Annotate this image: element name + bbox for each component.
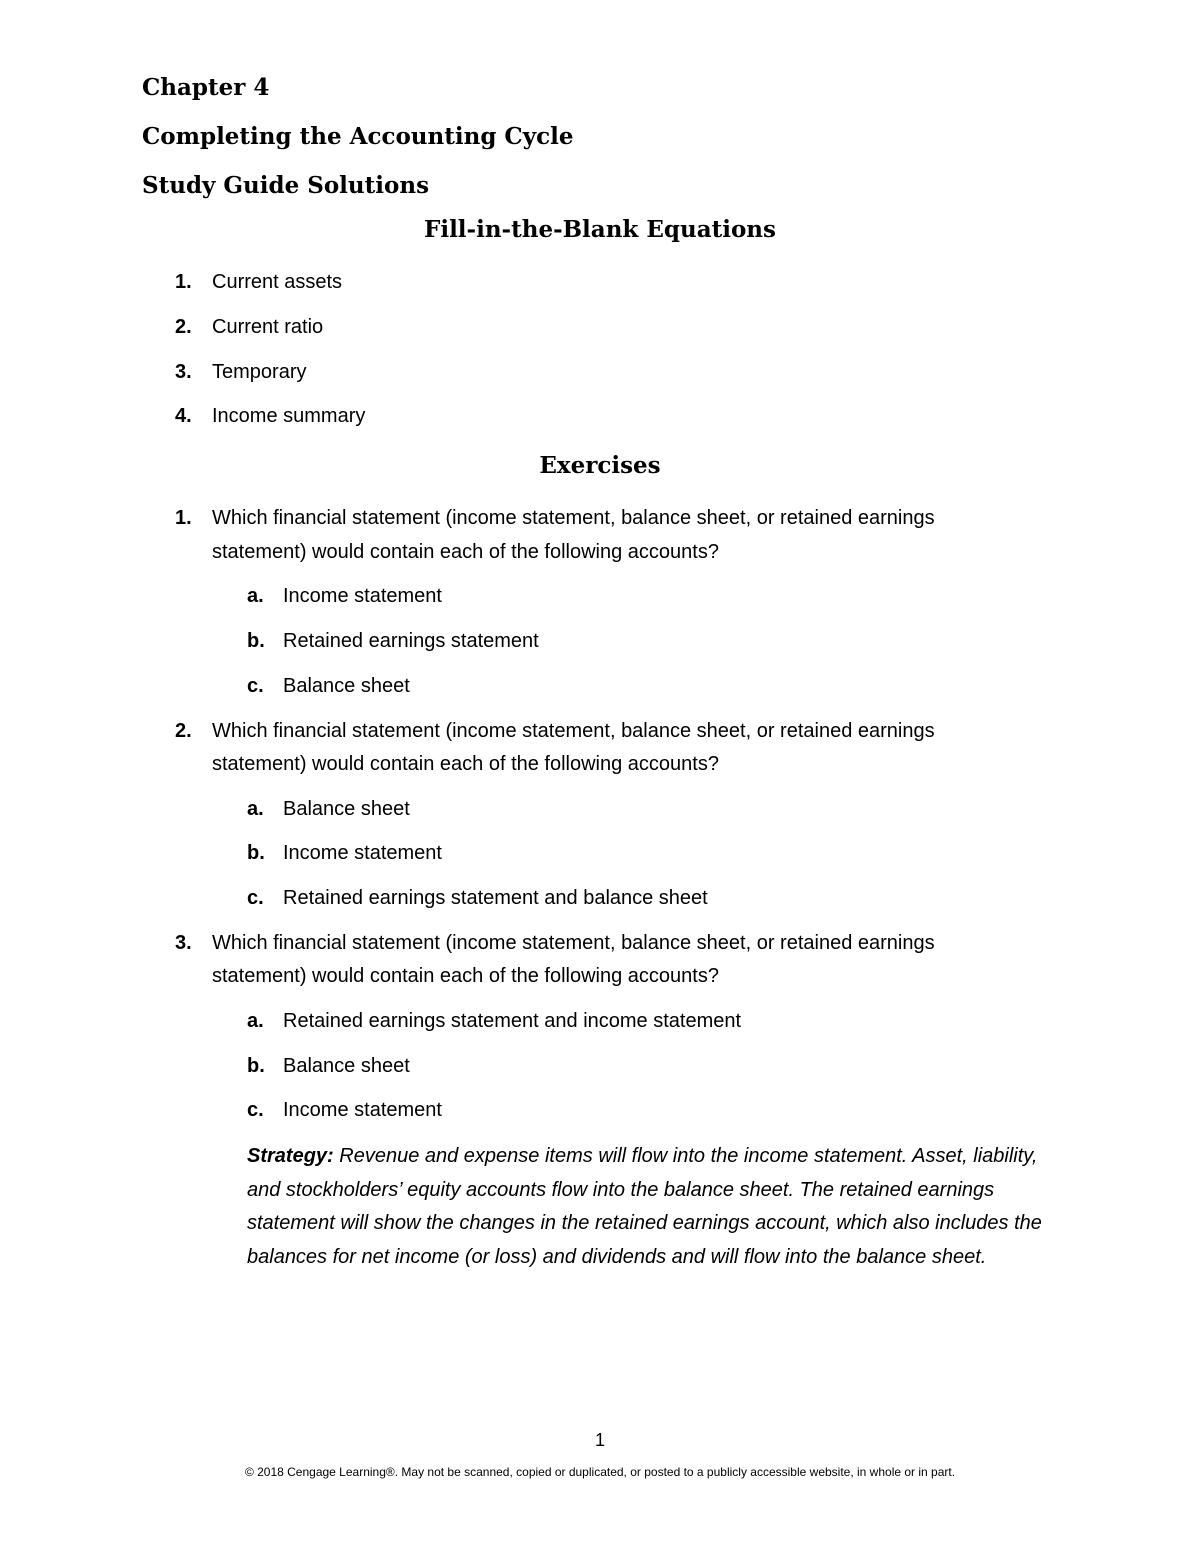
item-number: 1. xyxy=(175,271,192,293)
page-subtitle: Study Guide Solutions xyxy=(142,172,430,199)
answer-letter: c. xyxy=(247,1099,264,1121)
answer-text: Retained earnings statement and balance sheet xyxy=(283,887,708,909)
item-number: 4. xyxy=(175,405,192,427)
answer-letter: b. xyxy=(247,630,265,652)
strategy-label: Strategy: xyxy=(247,1145,334,1167)
question-text-continued: statement) would contain each of the following accounts? xyxy=(212,965,719,987)
answer-letter: c. xyxy=(247,675,264,697)
copyright-notice: © 2018 Cengage Learning®. May not be scanned, copied or duplicated, or posted to a publicly accessible website, in whole or in part. xyxy=(244,1465,956,1479)
question-text: Which financial statement (income statement, balance sheet, or retained earnings xyxy=(212,720,935,742)
exercises-heading: Exercises xyxy=(539,452,661,479)
item-text: Income summary xyxy=(212,405,366,427)
question-text-continued: statement) would contain each of the following accounts? xyxy=(212,753,719,775)
item-text: Current ratio xyxy=(212,316,324,338)
answer-text: Balance sheet xyxy=(283,798,410,820)
item-number: 3. xyxy=(175,361,192,383)
answer-text: Retained earnings statement xyxy=(283,630,539,652)
strategy-text: Revenue and expense items will flow into the income statement. Asset, liability, and stockholders’ equity accounts flow into the balance sheet. The retained earnings statement will show the changes in the retained earnings account, which also includes the balances for net income (or loss) and dividends and will flow into the balance sheet. xyxy=(247,1145,1042,1268)
answer-text: Income statement xyxy=(283,1099,442,1121)
answer-letter: a. xyxy=(247,585,264,607)
item-text: Current assets xyxy=(212,271,343,293)
answer-letter: b. xyxy=(247,842,265,864)
question-number: 1. xyxy=(175,507,192,529)
answer-text: Balance sheet xyxy=(283,1055,410,1077)
page-number: 1 xyxy=(594,1430,605,1450)
item-number: 2. xyxy=(175,316,192,338)
fill-in-blank-heading: Fill-in-the-Blank Equations xyxy=(424,216,776,243)
question-number: 2. xyxy=(175,720,192,742)
chapter-label: Chapter 4 xyxy=(142,74,270,101)
answer-letter: c. xyxy=(247,887,264,909)
answer-text: Income statement xyxy=(283,842,442,864)
answer-letter: b. xyxy=(247,1055,265,1077)
item-text: Temporary xyxy=(212,361,307,383)
question-number: 3. xyxy=(175,932,192,954)
answer-text: Income statement xyxy=(283,585,442,607)
question-text-continued: statement) would contain each of the following accounts? xyxy=(212,541,719,563)
answer-letter: a. xyxy=(247,1010,264,1032)
strategy-note xyxy=(247,1140,1067,1274)
question-text: Which financial statement (income statement, balance sheet, or retained earnings xyxy=(212,932,935,954)
page-title: Completing the Accounting Cycle xyxy=(142,123,574,150)
answer-letter: a. xyxy=(247,798,264,820)
question-text: Which financial statement (income statement, balance sheet, or retained earnings xyxy=(212,507,935,529)
answer-text: Retained earnings statement and income statement xyxy=(283,1010,742,1032)
answer-text: Balance sheet xyxy=(283,675,410,697)
